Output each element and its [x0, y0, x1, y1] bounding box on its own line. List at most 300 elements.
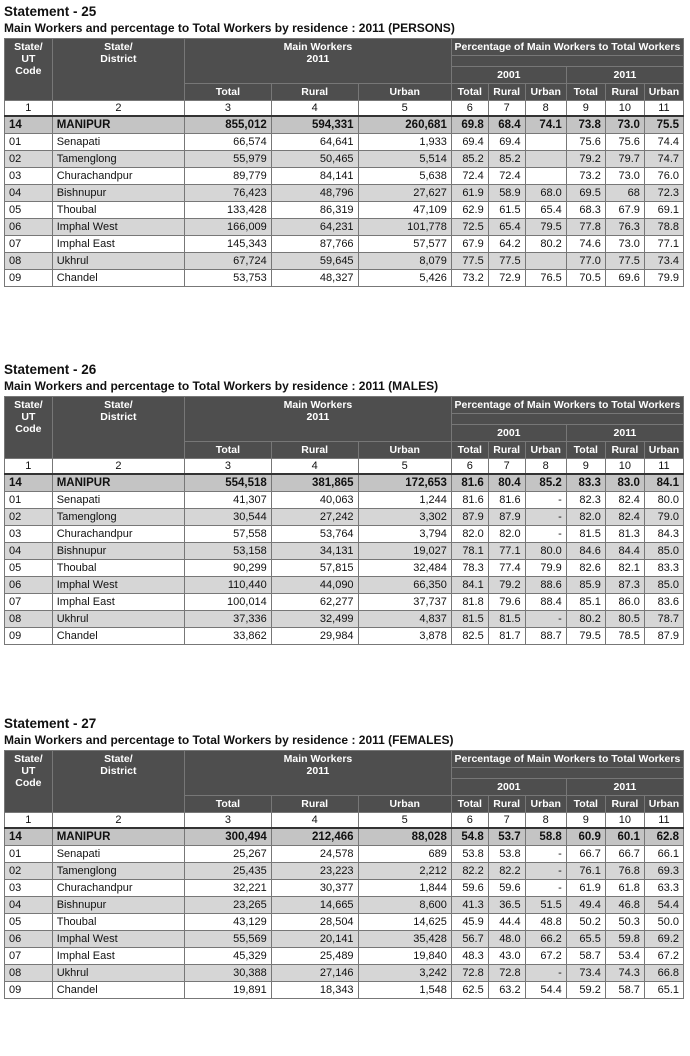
statement-section	[4, 362, 684, 645]
value-cell: 79.0	[644, 509, 683, 526]
district-row	[5, 611, 684, 628]
value-cell: 67.2	[525, 948, 566, 965]
district-name: Senapati	[52, 492, 184, 509]
value-cell: 61.5	[488, 202, 525, 219]
state-row	[5, 828, 684, 846]
statement-label: Statement - 25	[4, 4, 97, 19]
value-cell: 69.1	[644, 202, 683, 219]
code-cell: 07	[5, 594, 53, 611]
value-cell: 40,063	[271, 492, 358, 509]
value-cell: 65.4	[525, 202, 566, 219]
value-cell: 57,577	[358, 236, 451, 253]
value-cell: 66,350	[358, 577, 451, 594]
value-cell: 101,778	[358, 219, 451, 236]
value-cell: 76.3	[605, 219, 644, 236]
value-cell: 77.4	[488, 560, 525, 577]
value-cell: 19,891	[185, 982, 272, 999]
value-cell: 68.0	[525, 185, 566, 202]
header-year-2001: 2001	[451, 779, 566, 796]
value-cell: 50,465	[271, 151, 358, 168]
value-cell: 83.6	[644, 594, 683, 611]
statement-label: Statement - 27	[4, 716, 97, 731]
value-cell: 78.8	[644, 219, 683, 236]
value-cell: 79.9	[525, 560, 566, 577]
value-cell: 64,641	[271, 134, 358, 151]
district-name: Bishnupur	[52, 185, 184, 202]
value-cell: 59,645	[271, 253, 358, 270]
code-cell: 09	[5, 628, 53, 645]
value-cell: 50.2	[566, 914, 605, 931]
value-cell: 78.3	[451, 560, 488, 577]
value-cell: 68	[605, 185, 644, 202]
column-number: 4	[271, 813, 358, 829]
value-cell: 87,766	[271, 236, 358, 253]
value-cell: 72.4	[451, 168, 488, 185]
value-cell: 79.7	[605, 151, 644, 168]
value-cell: 594,331	[271, 116, 358, 134]
statement-section	[4, 4, 684, 287]
value-cell: 24,578	[271, 846, 358, 863]
value-cell: 14,625	[358, 914, 451, 931]
value-cell: 74.3	[605, 965, 644, 982]
value-cell: 80.2	[566, 611, 605, 628]
column-number: 11	[644, 101, 683, 117]
column-number: 6	[451, 101, 488, 117]
value-cell: 85.2	[525, 474, 566, 492]
value-cell: 83.3	[566, 474, 605, 492]
district-name: Chandel	[52, 270, 184, 287]
value-cell: 67.2	[644, 948, 683, 965]
value-cell: 82.1	[605, 560, 644, 577]
district-name: Bishnupur	[52, 543, 184, 560]
value-cell: 81.7	[488, 628, 525, 645]
column-number: 4	[271, 101, 358, 117]
value-cell: 79.9	[644, 270, 683, 287]
header-spacer	[451, 414, 683, 425]
value-cell: 30,377	[271, 880, 358, 897]
value-cell	[525, 151, 566, 168]
value-cell: 84.3	[644, 526, 683, 543]
value-cell: 87.3	[605, 577, 644, 594]
value-cell: 69.4	[451, 134, 488, 151]
value-cell: 77.0	[566, 253, 605, 270]
district-row	[5, 270, 684, 287]
code-cell: 14	[5, 474, 53, 492]
value-cell: 48,796	[271, 185, 358, 202]
value-cell: 1,844	[358, 880, 451, 897]
district-name: Ukhrul	[52, 965, 184, 982]
value-cell: 72.9	[488, 270, 525, 287]
district-row	[5, 236, 684, 253]
column-number: 2	[52, 459, 184, 475]
district-name: Ukhrul	[52, 611, 184, 628]
header-main-workers: Main Workers 2011	[185, 39, 452, 84]
district-row	[5, 219, 684, 236]
column-number: 10	[605, 101, 644, 117]
value-cell: 33,862	[185, 628, 272, 645]
value-cell: 110,440	[185, 577, 272, 594]
district-name: Tamenglong	[52, 863, 184, 880]
value-cell: 84.1	[451, 577, 488, 594]
value-cell: 53,753	[185, 270, 272, 287]
value-cell: 79.6	[488, 594, 525, 611]
value-cell: 83.3	[644, 560, 683, 577]
district-row	[5, 948, 684, 965]
code-cell: 08	[5, 253, 53, 270]
value-cell: 81.5	[488, 611, 525, 628]
value-cell: -	[525, 965, 566, 982]
district-row	[5, 185, 684, 202]
header-urban: Urban	[358, 84, 451, 101]
value-cell: 81.6	[488, 492, 525, 509]
value-cell: 90,299	[185, 560, 272, 577]
value-cell: 81.5	[451, 611, 488, 628]
value-cell: 57,815	[271, 560, 358, 577]
value-cell: 82.0	[488, 526, 525, 543]
header-year-2001: 2001	[451, 67, 566, 84]
value-cell: 1,244	[358, 492, 451, 509]
code-cell: 03	[5, 880, 53, 897]
value-cell: 51.5	[525, 897, 566, 914]
district-name: Thoubal	[52, 202, 184, 219]
value-cell: 50.3	[605, 914, 644, 931]
value-cell: 73.4	[644, 253, 683, 270]
header-main-workers: Main Workers 2011	[185, 751, 452, 796]
value-cell: 78.7	[644, 611, 683, 628]
value-cell: 46.8	[605, 897, 644, 914]
value-cell: 56.7	[451, 931, 488, 948]
header-rural: Rural	[271, 442, 358, 459]
value-cell: 82.4	[605, 509, 644, 526]
value-cell: 82.2	[451, 863, 488, 880]
value-cell: 5,426	[358, 270, 451, 287]
column-number: 6	[451, 459, 488, 475]
code-cell: 06	[5, 219, 53, 236]
header-year-2011: 2011	[566, 425, 683, 442]
value-cell: 58.8	[525, 828, 566, 846]
value-cell: 80.2	[525, 236, 566, 253]
value-cell: 84.4	[605, 543, 644, 560]
value-cell: 81.6	[451, 474, 488, 492]
value-cell: 67.9	[451, 236, 488, 253]
value-cell: 87.9	[488, 509, 525, 526]
district-name: Imphal East	[52, 948, 184, 965]
header-rural: Rural	[605, 84, 644, 101]
column-number: 10	[605, 459, 644, 475]
workers-table	[4, 38, 684, 287]
column-number: 6	[451, 813, 488, 829]
header-district: State/ District	[52, 39, 184, 101]
value-cell: 67.9	[605, 202, 644, 219]
column-number: 11	[644, 459, 683, 475]
value-cell: 72.3	[644, 185, 683, 202]
value-cell: 88.7	[525, 628, 566, 645]
value-cell: 64.2	[488, 236, 525, 253]
column-number: 3	[185, 459, 272, 475]
value-cell: 82.6	[566, 560, 605, 577]
value-cell: 62.8	[644, 828, 683, 846]
header-total: Total	[566, 84, 605, 101]
value-cell: -	[525, 880, 566, 897]
value-cell	[525, 134, 566, 151]
value-cell: 82.2	[488, 863, 525, 880]
district-name: Tamenglong	[52, 509, 184, 526]
value-cell: 61.9	[566, 880, 605, 897]
value-cell: 133,428	[185, 202, 272, 219]
header-urban: Urban	[644, 796, 683, 813]
header-year-2011: 2011	[566, 67, 683, 84]
value-cell: 76,423	[185, 185, 272, 202]
value-cell: 78.1	[451, 543, 488, 560]
district-name: Chandel	[52, 628, 184, 645]
value-cell: 8,600	[358, 897, 451, 914]
value-cell: 80.4	[488, 474, 525, 492]
code-cell: 06	[5, 931, 53, 948]
header-percentage: Percentage of Main Workers to Total Workers	[451, 397, 683, 414]
value-cell: 59.6	[488, 880, 525, 897]
value-cell: 25,489	[271, 948, 358, 965]
value-cell: 65.4	[488, 219, 525, 236]
value-cell: 554,518	[185, 474, 272, 492]
value-cell: 66.7	[605, 846, 644, 863]
district-name: MANIPUR	[52, 474, 184, 492]
district-row	[5, 965, 684, 982]
code-cell: 05	[5, 914, 53, 931]
district-row	[5, 560, 684, 577]
header-rural: Rural	[488, 796, 525, 813]
statement-label: Statement - 26	[4, 362, 97, 377]
value-cell: 63.3	[644, 880, 683, 897]
value-cell: 72.8	[451, 965, 488, 982]
value-cell: 69.4	[488, 134, 525, 151]
column-number: 9	[566, 459, 605, 475]
header-total: Total	[451, 442, 488, 459]
value-cell: 73.0	[605, 168, 644, 185]
district-name: Imphal West	[52, 931, 184, 948]
column-number: 7	[488, 813, 525, 829]
value-cell: 62.5	[451, 982, 488, 999]
district-row	[5, 897, 684, 914]
district-name: MANIPUR	[52, 828, 184, 846]
value-cell: 48.3	[451, 948, 488, 965]
value-cell: 81.6	[451, 492, 488, 509]
value-cell: 66.2	[525, 931, 566, 948]
value-cell: 74.7	[644, 151, 683, 168]
district-row	[5, 931, 684, 948]
value-cell: 57,558	[185, 526, 272, 543]
value-cell: -	[525, 846, 566, 863]
column-number: 2	[52, 101, 184, 117]
header-percentage: Percentage of Main Workers to Total Workers	[451, 39, 683, 56]
header-spacer	[451, 768, 683, 779]
column-number: 8	[525, 459, 566, 475]
code-cell: 01	[5, 492, 53, 509]
value-cell: 145,343	[185, 236, 272, 253]
value-cell: 70.5	[566, 270, 605, 287]
value-cell: 73.2	[566, 168, 605, 185]
value-cell: 54.4	[525, 982, 566, 999]
value-cell: 65.1	[644, 982, 683, 999]
code-cell: 03	[5, 168, 53, 185]
value-cell: 77.1	[488, 543, 525, 560]
value-cell: 25,435	[185, 863, 272, 880]
value-cell: 41.3	[451, 897, 488, 914]
header-total: Total	[185, 796, 272, 813]
code-cell: 07	[5, 236, 53, 253]
column-number: 2	[52, 813, 184, 829]
value-cell: 5,514	[358, 151, 451, 168]
value-cell: 85.0	[644, 543, 683, 560]
header-rural: Rural	[488, 84, 525, 101]
value-cell: 59.6	[451, 880, 488, 897]
value-cell: 76.8	[605, 863, 644, 880]
header-code: State/ UT Code	[5, 397, 53, 459]
value-cell: 59.2	[566, 982, 605, 999]
value-cell: 73.8	[566, 116, 605, 134]
district-name: Churachandpur	[52, 880, 184, 897]
value-cell: 81.5	[566, 526, 605, 543]
value-cell: 82.0	[451, 526, 488, 543]
district-row	[5, 202, 684, 219]
value-cell: 48,327	[271, 270, 358, 287]
value-cell: 166,009	[185, 219, 272, 236]
value-cell: 53.4	[605, 948, 644, 965]
value-cell: 85.2	[488, 151, 525, 168]
code-cell: 02	[5, 151, 53, 168]
value-cell: 65.5	[566, 931, 605, 948]
district-row	[5, 134, 684, 151]
column-number: 3	[185, 101, 272, 117]
value-cell: 73.0	[605, 236, 644, 253]
value-cell: 79.5	[566, 628, 605, 645]
column-number: 1	[5, 101, 53, 117]
district-name: Thoubal	[52, 914, 184, 931]
value-cell: 3,302	[358, 509, 451, 526]
header-percentage: Percentage of Main Workers to Total Workers	[451, 751, 683, 768]
district-name: Thoubal	[52, 560, 184, 577]
value-cell: 45,329	[185, 948, 272, 965]
value-cell: 85.9	[566, 577, 605, 594]
value-cell: 61.9	[451, 185, 488, 202]
code-cell: 02	[5, 863, 53, 880]
value-cell: 28,504	[271, 914, 358, 931]
value-cell: 55,569	[185, 931, 272, 948]
workers-table	[4, 396, 684, 645]
value-cell: 75.5	[644, 116, 683, 134]
column-number: 10	[605, 813, 644, 829]
district-name: Chandel	[52, 982, 184, 999]
value-cell: 75.6	[566, 134, 605, 151]
district-row	[5, 168, 684, 185]
value-cell: 84.1	[644, 474, 683, 492]
value-cell: 74.4	[644, 134, 683, 151]
value-cell: 69.3	[644, 863, 683, 880]
district-row	[5, 863, 684, 880]
district-name: Senapati	[52, 134, 184, 151]
value-cell: 37,336	[185, 611, 272, 628]
value-cell: 50.0	[644, 914, 683, 931]
header-urban: Urban	[525, 796, 566, 813]
statement-title: Main Workers and percentage to Total Workers by residence : 2011 (FEMALES)	[4, 733, 454, 747]
header-spacer	[451, 56, 683, 67]
value-cell: 43,129	[185, 914, 272, 931]
value-cell: 86.0	[605, 594, 644, 611]
value-cell: 34,131	[271, 543, 358, 560]
header-urban: Urban	[644, 442, 683, 459]
value-cell: 20,141	[271, 931, 358, 948]
header-rural: Rural	[605, 442, 644, 459]
value-cell: 79.5	[525, 219, 566, 236]
header-urban: Urban	[358, 442, 451, 459]
value-cell: 172,653	[358, 474, 451, 492]
header-main-workers: Main Workers 2011	[185, 397, 452, 442]
value-cell: 27,627	[358, 185, 451, 202]
value-cell: 75.6	[605, 134, 644, 151]
value-cell: 53.8	[488, 846, 525, 863]
header-urban: Urban	[525, 84, 566, 101]
value-cell: 32,484	[358, 560, 451, 577]
value-cell: 63.2	[488, 982, 525, 999]
district-name: Ukhrul	[52, 253, 184, 270]
code-cell: 09	[5, 982, 53, 999]
value-cell: 69.2	[644, 931, 683, 948]
value-cell: 45.9	[451, 914, 488, 931]
value-cell: 81.8	[451, 594, 488, 611]
column-number: 9	[566, 101, 605, 117]
value-cell: 74.6	[566, 236, 605, 253]
district-row	[5, 509, 684, 526]
value-cell: 68.4	[488, 116, 525, 134]
value-cell: 77.8	[566, 219, 605, 236]
column-number: 8	[525, 101, 566, 117]
code-cell: 04	[5, 543, 53, 560]
value-cell: 66.7	[566, 846, 605, 863]
value-cell: 69.8	[451, 116, 488, 134]
value-cell: 76.1	[566, 863, 605, 880]
code-cell: 14	[5, 116, 53, 134]
value-cell: 48.8	[525, 914, 566, 931]
header-total: Total	[566, 442, 605, 459]
value-cell: 66.1	[644, 846, 683, 863]
code-cell: 06	[5, 577, 53, 594]
value-cell: 5,638	[358, 168, 451, 185]
value-cell: 62,277	[271, 594, 358, 611]
value-cell: 1,933	[358, 134, 451, 151]
value-cell: 69.5	[566, 185, 605, 202]
district-name: Imphal East	[52, 236, 184, 253]
district-row	[5, 846, 684, 863]
value-cell: 53,158	[185, 543, 272, 560]
code-cell: 01	[5, 846, 53, 863]
value-cell: 3,794	[358, 526, 451, 543]
district-name: Bishnupur	[52, 897, 184, 914]
column-number: 1	[5, 459, 53, 475]
value-cell	[525, 253, 566, 270]
value-cell: 73.0	[605, 116, 644, 134]
district-row	[5, 151, 684, 168]
code-cell: 04	[5, 185, 53, 202]
value-cell: 82.5	[451, 628, 488, 645]
district-row	[5, 577, 684, 594]
value-cell	[525, 168, 566, 185]
value-cell: 3,878	[358, 628, 451, 645]
value-cell: 44,090	[271, 577, 358, 594]
header-total: Total	[185, 442, 272, 459]
district-row	[5, 492, 684, 509]
value-cell: 77.5	[488, 253, 525, 270]
value-cell: 76.5	[525, 270, 566, 287]
code-cell: 08	[5, 965, 53, 982]
